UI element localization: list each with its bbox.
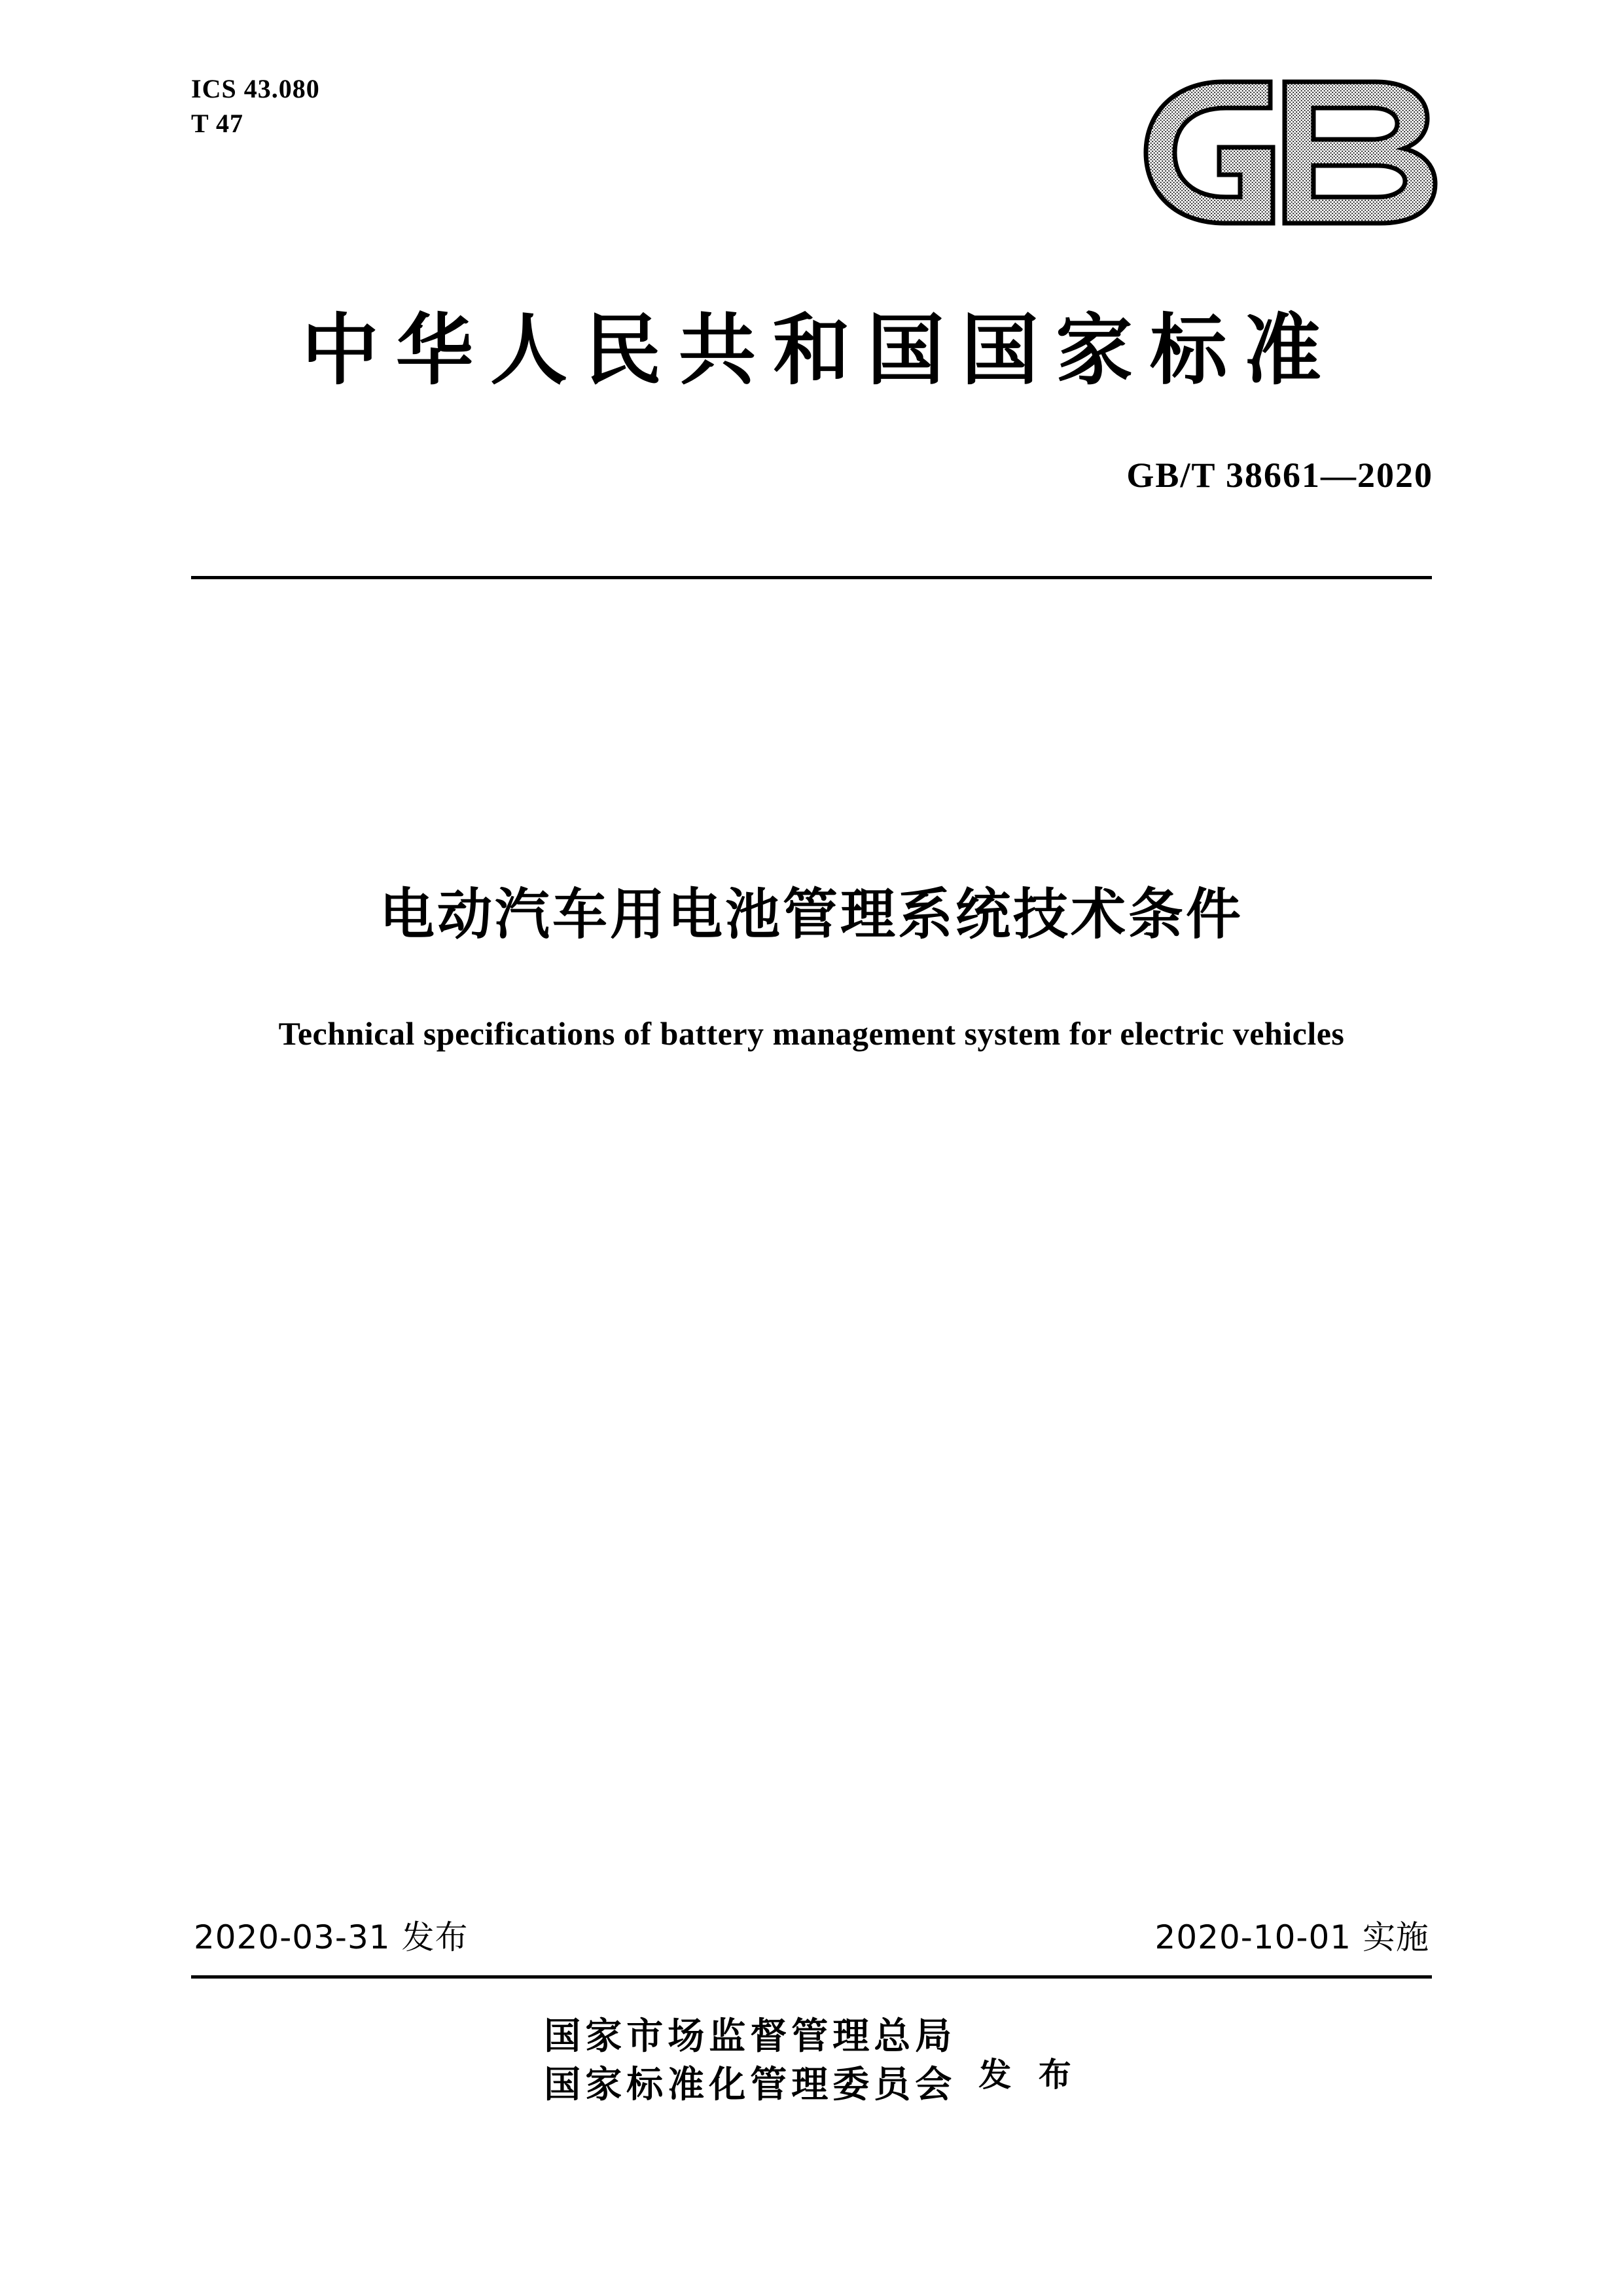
gb-logo-icon	[1135, 75, 1456, 229]
document-title-english: Technical specifications of battery management system for electric vehicles	[278, 1015, 1345, 1052]
page-title: 中华人民共和国国家标准	[301, 305, 1338, 395]
publisher-line-1: 国家市场监督管理总局	[544, 2015, 957, 2058]
publisher-block	[0, 2013, 1623, 2110]
issue-date: 2020-03-31 发布	[194, 1918, 469, 1956]
publisher-names	[544, 2013, 956, 2110]
document-title-chinese: 电动汽车用电池管理系统技术条件	[379, 882, 1243, 946]
ics-classification-block	[191, 72, 320, 141]
publisher-verb: 发 布	[978, 2056, 1079, 2094]
publisher-line-2: 国家标准化管理委员会	[544, 2064, 957, 2107]
divider-top	[191, 576, 1432, 579]
ccs-code: T 47	[191, 108, 243, 138]
effective-date: 2020-10-01 实施	[1154, 1918, 1429, 1956]
ics-code: ICS 43.080	[191, 74, 320, 103]
divider-bottom	[191, 1975, 1432, 1979]
standard-number: GB/T 38661—2020	[1126, 456, 1433, 495]
